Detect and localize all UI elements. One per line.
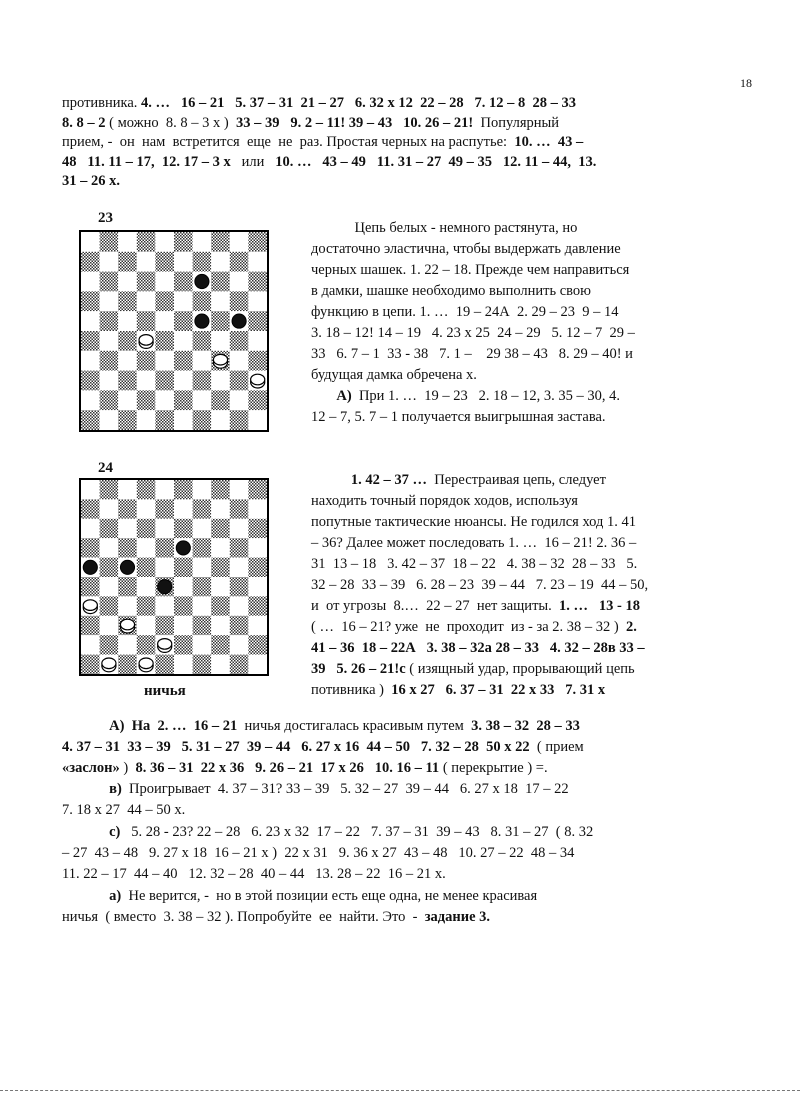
commentary-line: черных шашек. 1. 22 – 18. Прежде чем направиться — [311, 262, 630, 278]
light-square — [193, 596, 212, 615]
task-paragraph — [62, 886, 766, 928]
light-square — [100, 371, 119, 391]
commentary-line: – 36? Далее может последовать 1. … 16 – 21! 2. 36 – — [311, 535, 637, 551]
diagram-24-commentary — [311, 470, 763, 701]
light-square — [100, 410, 119, 430]
commentary-line: в дамки, шашке необходимо выполнить свою — [311, 283, 592, 299]
commentary-line: находить точный порядок ходов, используя — [311, 493, 578, 509]
dark-square — [248, 311, 267, 331]
dark-square — [100, 351, 119, 371]
commentary-line: потивника ) 16 х 27 6. 37 – 31 22 х 33 7. 31 х — [311, 682, 606, 698]
light-square — [118, 351, 137, 371]
dark-square — [211, 596, 230, 615]
dark-square — [193, 499, 212, 518]
dark-square — [137, 596, 156, 615]
light-square — [174, 577, 193, 596]
dark-square — [118, 410, 137, 430]
commentary-line: 3. 18 – 12! 14 – 19 4. 23 х 25 24 – 29 5. 12 – 7 29 – — [311, 325, 635, 341]
dark-square — [248, 390, 267, 410]
light-square — [81, 351, 100, 371]
bottom-scan-line — [0, 1090, 800, 1091]
light-square — [230, 390, 249, 410]
light-square — [211, 331, 230, 351]
dark-square — [193, 291, 212, 311]
black-checker — [195, 274, 209, 288]
light-square — [193, 635, 212, 654]
dark-square — [174, 390, 193, 410]
variation-line: 4. 37 – 31 33 – 39 5. 31 – 27 39 – 44 6. 27 х 16 44 – 50 7. 32 – 28 50 х 22 ( прием — [62, 739, 584, 755]
light-square — [174, 291, 193, 311]
light-square — [211, 616, 230, 635]
dark-square — [118, 577, 137, 596]
dark-square — [193, 577, 212, 596]
light-square — [193, 390, 212, 410]
dark-square — [248, 480, 267, 499]
variation-line: в) Проигрывает 4. 37 – 31? 33 – 39 5. 32 – 27 39 – 44 6. 27 х 18 17 – 22 — [109, 781, 569, 797]
variation-c-paragraph — [62, 822, 766, 885]
task-line: а) Не верится, - но в этой позиции есть еще одна, не менее красивая — [109, 888, 538, 904]
dark-square — [193, 410, 212, 430]
black-checker — [120, 560, 134, 574]
intro-line: 8. 8 – 2 ( можно 8. 8 – 3 х ) 33 – 39 9. 2 – 11! 39 – 43 10. 26 – 21! Популярный — [62, 114, 559, 131]
dark-square — [211, 232, 230, 252]
commentary-line: А) При 1. … 19 – 23 2. 18 – 12, 3. 35 – 30, 4. — [336, 388, 621, 404]
light-square — [248, 616, 267, 635]
light-square — [230, 272, 249, 292]
dark-square — [81, 371, 100, 391]
light-square — [155, 311, 174, 331]
dark-square — [155, 252, 174, 272]
dark-square — [81, 655, 100, 674]
light-square — [230, 596, 249, 615]
light-square — [137, 499, 156, 518]
dark-square — [155, 371, 174, 391]
light-square — [193, 558, 212, 577]
intro-line: 48 11. 11 – 17, 12. 17 – 3 х или 10. … 43 – 49 11. 31 – 27 49 – 35 12. 11 – 44, 13. — [62, 153, 597, 170]
variation-line: «заслон» ) 8. 36 – 31 22 х 36 9. 26 – 21 17 х 26 10. 16 – 11 ( перекрытие ) =. — [62, 760, 548, 776]
dark-square — [81, 410, 100, 430]
light-square — [155, 480, 174, 499]
white-checker — [139, 658, 153, 672]
dark-square — [137, 635, 156, 654]
dark-square — [155, 291, 174, 311]
dark-square — [174, 311, 193, 331]
dark-square — [248, 232, 267, 252]
light-square — [193, 351, 212, 371]
black-checker — [83, 560, 97, 574]
white-checker — [139, 335, 153, 349]
dark-square — [155, 410, 174, 430]
dark-square — [211, 519, 230, 538]
light-square — [81, 232, 100, 252]
black-checker — [176, 541, 190, 555]
variation-line: 7. 18 х 27 44 – 50 х. — [62, 802, 186, 818]
diagram-23-commentary — [311, 218, 761, 428]
light-square — [155, 558, 174, 577]
dark-square — [81, 616, 100, 635]
light-square — [100, 252, 119, 272]
light-square — [248, 499, 267, 518]
light-square — [174, 410, 193, 430]
dark-square — [118, 538, 137, 557]
dark-square — [137, 351, 156, 371]
page-number: 18 — [740, 76, 752, 90]
light-square — [100, 331, 119, 351]
commentary-line: Цепь белых - немного растянута, но — [311, 220, 578, 236]
dark-square — [193, 371, 212, 391]
dark-square — [155, 538, 174, 557]
dark-square — [248, 596, 267, 615]
variation-line: с) 5. 28 - 23? 22 – 28 6. 23 х 32 17 – 22 7. 37 – 31 39 – 43 8. 31 – 27 ( 8. 32 — [109, 824, 594, 840]
commentary-line: 39 5. 26 – 21!с ( изящный удар, прорывающий цепь — [311, 661, 635, 677]
light-square — [100, 499, 119, 518]
dark-square — [174, 596, 193, 615]
commentary-line: и от угрозы 8.… 22 – 27 нет защиты. 1. … 13 - 18 — [311, 598, 640, 614]
white-checker — [120, 619, 134, 633]
dark-square — [81, 577, 100, 596]
commentary-line: 33 6. 7 – 1 33 - 38 7. 1 – 29 38 – 43 8. 29 – 40! и — [311, 346, 633, 362]
commentary-line: функцию в цепи. 1. … 19 – 24А 2. 29 – 23 9 – 14 — [311, 304, 619, 320]
light-square — [174, 371, 193, 391]
intro-line: 31 – 26 х. — [62, 173, 120, 189]
white-checker — [83, 600, 97, 614]
dark-square — [155, 499, 174, 518]
dark-square — [230, 291, 249, 311]
light-square — [100, 577, 119, 596]
white-checker — [251, 374, 265, 388]
dark-square — [174, 635, 193, 654]
dark-square — [211, 272, 230, 292]
dark-square — [174, 558, 193, 577]
light-square — [193, 480, 212, 499]
variation-line: 11. 22 – 17 44 – 40 12. 32 – 28 40 – 44 13. 28 – 22 16 – 21 х. — [62, 866, 446, 882]
dark-square — [137, 558, 156, 577]
board-diagram-23 — [79, 230, 269, 432]
light-square — [174, 331, 193, 351]
dark-square — [100, 272, 119, 292]
light-square — [81, 390, 100, 410]
commentary-line: попутные тактические нюансы. Не годился ход 1. 41 — [311, 514, 637, 530]
light-square — [137, 410, 156, 430]
dark-square — [100, 311, 119, 331]
dark-square — [248, 272, 267, 292]
dark-square — [230, 410, 249, 430]
dark-square — [118, 252, 137, 272]
light-square — [100, 291, 119, 311]
dark-square — [174, 232, 193, 252]
dark-square — [100, 232, 119, 252]
light-square — [81, 311, 100, 331]
dark-square — [211, 558, 230, 577]
dark-square — [248, 635, 267, 654]
dark-square — [248, 351, 267, 371]
light-square — [118, 596, 137, 615]
dark-square — [248, 558, 267, 577]
dark-square — [211, 635, 230, 654]
intro-line: противника. 4. … 16 – 21 5. 37 – 31 21 – 27 6. 32 х 12 22 – 28 7. 12 – 8 28 – 33 — [62, 95, 577, 111]
board-23-svg — [81, 232, 267, 430]
dark-square — [81, 499, 100, 518]
dark-square — [118, 291, 137, 311]
dark-square — [230, 252, 249, 272]
commentary-line: 1. 42 – 37 … Перестраивая цепь, следует — [350, 472, 606, 488]
commentary-line: достаточно эластична, чтобы выдержать давление — [311, 241, 621, 257]
dark-square — [230, 577, 249, 596]
light-square — [248, 577, 267, 596]
dark-square — [137, 390, 156, 410]
light-square — [100, 538, 119, 557]
dark-square — [193, 252, 212, 272]
dark-square — [174, 519, 193, 538]
light-square — [248, 331, 267, 351]
light-square — [230, 351, 249, 371]
light-square — [137, 291, 156, 311]
commentary-line: 32 – 28 33 – 39 6. 28 – 23 39 – 44 7. 23 – 19 44 – 50, — [311, 577, 649, 593]
light-square — [81, 519, 100, 538]
dark-square — [100, 558, 119, 577]
light-square — [155, 390, 174, 410]
dark-square — [100, 480, 119, 499]
light-square — [155, 596, 174, 615]
task-line: ничья ( вместо 3. 38 – 32 ). Попробуйте ее найти. Это - задание 3. — [62, 909, 491, 925]
light-square — [211, 499, 230, 518]
light-square — [81, 272, 100, 292]
light-square — [155, 232, 174, 252]
dark-square — [155, 331, 174, 351]
light-square — [211, 410, 230, 430]
dark-square — [193, 655, 212, 674]
light-square — [137, 616, 156, 635]
variation-line: А) На 2. … 16 – 21 ничья достигалась красивым путем 3. 38 – 32 28 – 33 — [109, 718, 580, 734]
light-square — [174, 499, 193, 518]
dark-square — [230, 499, 249, 518]
dark-square — [100, 519, 119, 538]
light-square — [155, 272, 174, 292]
light-square — [118, 390, 137, 410]
white-checker — [158, 639, 172, 653]
light-square — [211, 371, 230, 391]
dark-square — [193, 538, 212, 557]
light-square — [118, 232, 137, 252]
light-square — [118, 635, 137, 654]
dark-square — [193, 616, 212, 635]
dark-square — [81, 252, 100, 272]
dark-square — [118, 331, 137, 351]
light-square — [211, 252, 230, 272]
light-square — [211, 538, 230, 557]
light-square — [211, 655, 230, 674]
diagram-23-label: 23 — [98, 210, 113, 226]
dark-square — [118, 371, 137, 391]
dark-square — [118, 655, 137, 674]
dark-square — [230, 655, 249, 674]
white-checker — [213, 354, 227, 368]
intro-line: прием, - он нам встретится еще не раз. Простая черных на распутье: 10. … 43 – — [62, 134, 584, 150]
commentary-line: 12 – 7, 5. 7 – 1 получается выигрышная застава. — [311, 409, 606, 425]
dark-square — [81, 291, 100, 311]
light-square — [193, 519, 212, 538]
light-square — [193, 232, 212, 252]
dark-square — [137, 519, 156, 538]
white-checker — [102, 658, 116, 672]
commentary-line: ( … 16 – 21? уже не проходит из - за 2. 38 – 32 ) 2. — [311, 619, 637, 635]
dark-square — [211, 390, 230, 410]
light-square — [155, 351, 174, 371]
light-square — [248, 252, 267, 272]
light-square — [230, 635, 249, 654]
light-square — [174, 252, 193, 272]
dark-square — [174, 480, 193, 499]
black-checker — [195, 314, 209, 328]
variation-a-paragraph — [62, 716, 766, 779]
light-square — [230, 232, 249, 252]
light-square — [118, 272, 137, 292]
light-square — [118, 311, 137, 331]
dark-square — [137, 272, 156, 292]
diagram-24-caption: ничья — [144, 683, 186, 699]
light-square — [155, 519, 174, 538]
light-square — [248, 291, 267, 311]
commentary-line: 41 – 36 18 – 22А 3. 38 – 32а 28 – 33 4. 32 – 28в 33 – — [311, 640, 645, 656]
dark-square — [193, 331, 212, 351]
commentary-line: 31 13 – 18 3. 42 – 37 18 – 22 4. 38 – 32 28 – 33 5. — [311, 556, 638, 572]
light-square — [118, 480, 137, 499]
light-square — [230, 519, 249, 538]
board-diagram-24 — [79, 478, 269, 676]
light-square — [137, 371, 156, 391]
light-square — [81, 635, 100, 654]
dark-square — [81, 331, 100, 351]
dark-square — [211, 311, 230, 331]
dark-square — [155, 616, 174, 635]
light-square — [248, 655, 267, 674]
dark-square — [211, 480, 230, 499]
light-square — [230, 480, 249, 499]
dark-square — [248, 519, 267, 538]
board-24-svg — [81, 480, 267, 674]
dark-square — [230, 616, 249, 635]
light-square — [137, 577, 156, 596]
light-square — [211, 291, 230, 311]
dark-square — [137, 232, 156, 252]
light-square — [248, 410, 267, 430]
light-square — [137, 538, 156, 557]
intro-paragraph — [62, 94, 762, 192]
dark-square — [230, 371, 249, 391]
black-checker — [232, 314, 246, 328]
light-square — [230, 558, 249, 577]
variation-line: – 27 43 – 48 9. 27 х 18 16 – 21 х ) 22 х 31 9. 36 х 27 43 – 48 10. 27 – 22 48 – 34 — [62, 845, 575, 861]
light-square — [137, 252, 156, 272]
light-square — [100, 616, 119, 635]
dark-square — [174, 272, 193, 292]
variation-b-paragraph — [62, 779, 766, 821]
light-square — [248, 538, 267, 557]
dark-square — [174, 351, 193, 371]
dark-square — [100, 390, 119, 410]
light-square — [174, 655, 193, 674]
dark-square — [137, 480, 156, 499]
dark-square — [230, 331, 249, 351]
commentary-line: будущая дамка обречена х. — [311, 367, 477, 383]
dark-square — [100, 596, 119, 615]
light-square — [174, 616, 193, 635]
black-checker — [158, 580, 172, 594]
dark-square — [230, 538, 249, 557]
diagram-24-label: 24 — [98, 460, 113, 476]
dark-square — [137, 311, 156, 331]
dark-square — [100, 635, 119, 654]
dark-square — [81, 538, 100, 557]
dark-square — [118, 499, 137, 518]
light-square — [211, 577, 230, 596]
light-square — [118, 519, 137, 538]
light-square — [81, 480, 100, 499]
dark-square — [155, 655, 174, 674]
